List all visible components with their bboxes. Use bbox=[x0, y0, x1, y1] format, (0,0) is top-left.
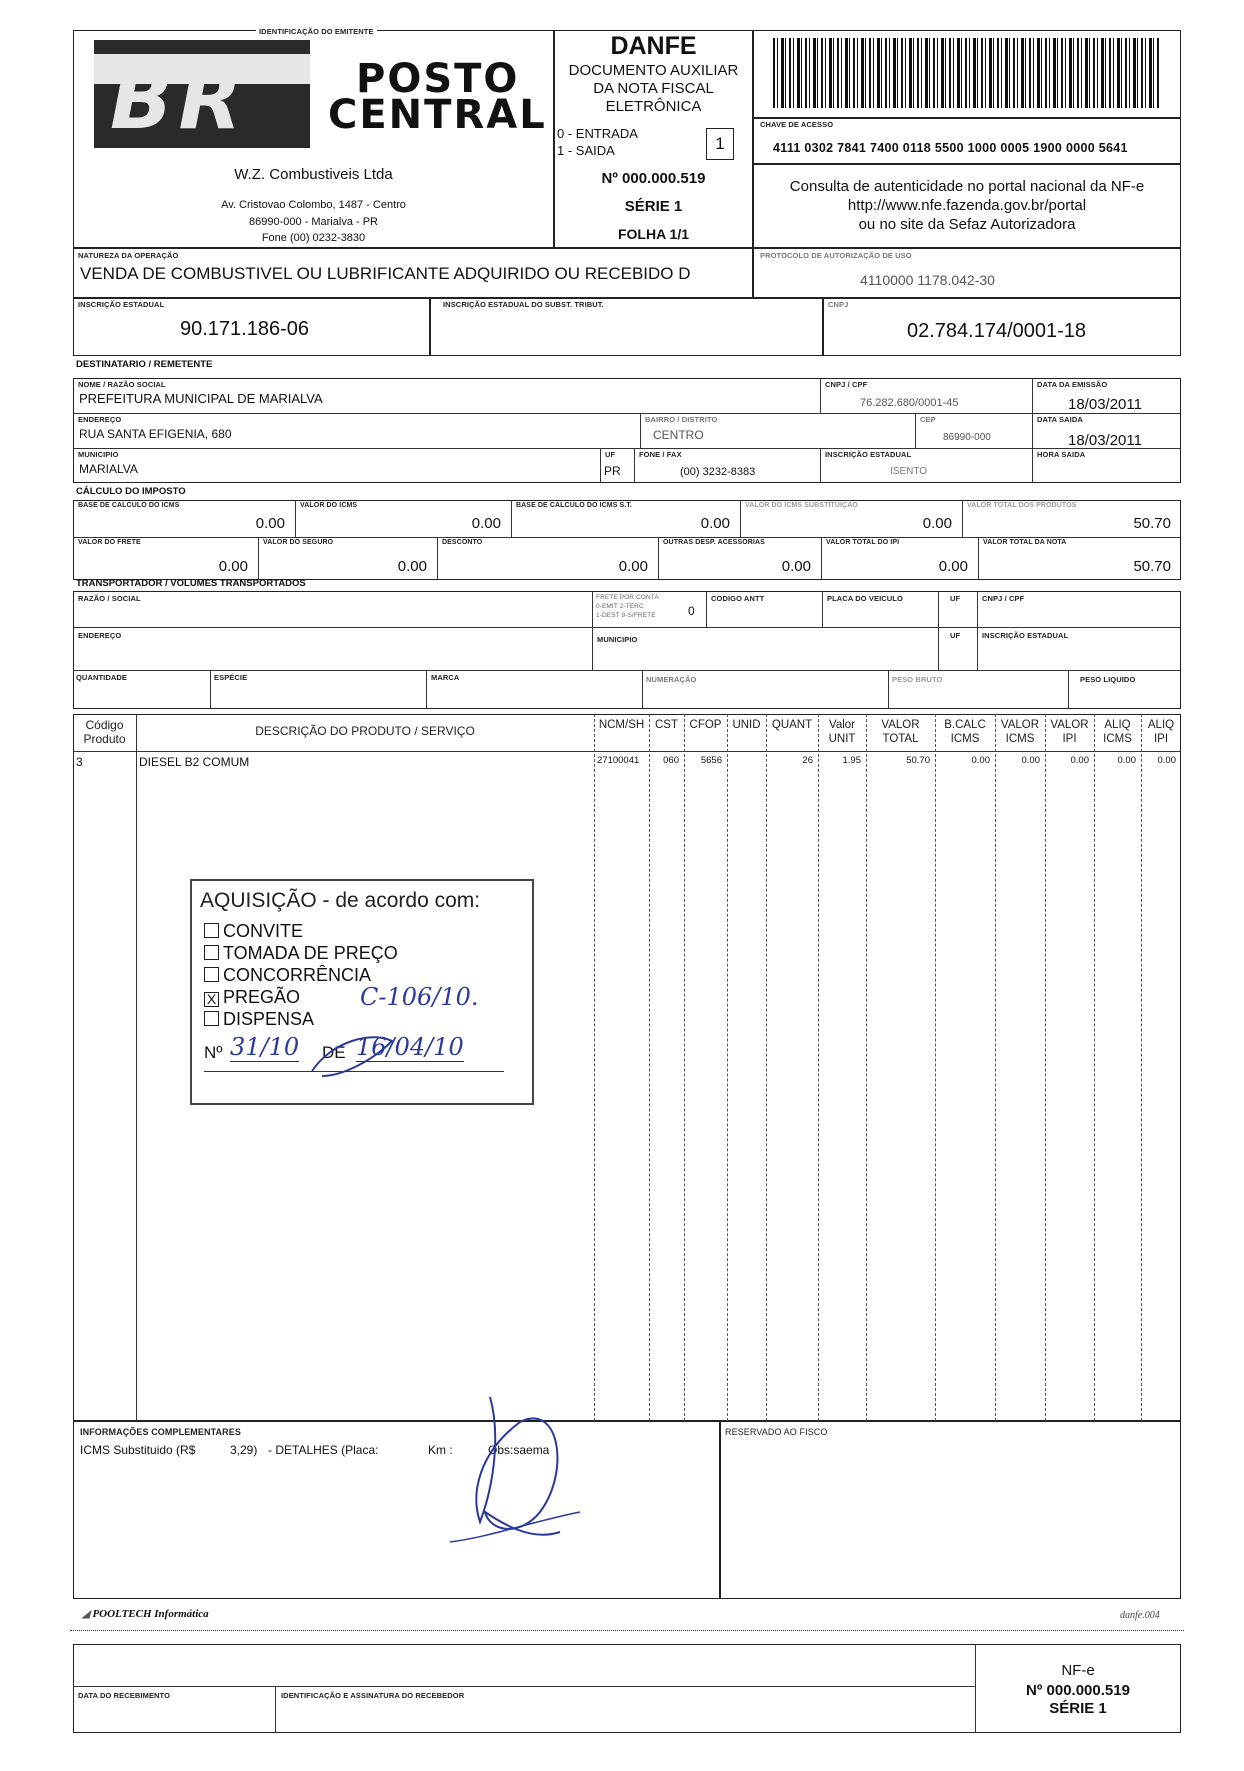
brand-line1: POSTO bbox=[356, 56, 520, 102]
imposto-value: 0.00 bbox=[255, 515, 285, 532]
info-label: INFORMAÇÕES COMPLEMENTARES bbox=[80, 1427, 241, 1437]
danfe-saida: 1 - SAIDA bbox=[557, 143, 615, 158]
transp-quantidade-label: QUANTIDADE bbox=[76, 673, 127, 682]
pooltech-icon: ◢ bbox=[82, 1609, 90, 1620]
imposto-section-label: CÁLCULO DO IMPOSTO bbox=[76, 486, 186, 497]
canhoto-assinatura-label: IDENTIFICAÇÃO E ASSINATURA DO RECEBEDOR bbox=[281, 1691, 465, 1700]
produtos-cell: 0.00 bbox=[971, 755, 990, 766]
chave-value: 4111 0302 7841 7400 0118 5500 1000 0005 1900 0000 5641 bbox=[773, 141, 1128, 155]
imposto-label: VALOR DO ICMS SUBSTITUIÇÃO bbox=[745, 502, 858, 509]
destinatario-section-label: DESTINATARIO / REMETENTE bbox=[76, 359, 213, 370]
produtos-cell: 0.00 bbox=[1070, 755, 1089, 766]
reservado-label: RESERVADO AO FISCO bbox=[725, 1427, 828, 1437]
imposto-value: 0.00 bbox=[618, 558, 648, 575]
checkbox-icon bbox=[204, 923, 219, 938]
imposto-value: 0.00 bbox=[700, 515, 730, 532]
produtos-cell: 26 bbox=[802, 755, 813, 766]
imposto-value: 0.00 bbox=[218, 558, 248, 575]
transp-frete-label1: FRETE POR CONTA bbox=[596, 594, 659, 601]
consulta-line3: ou no site da Sefaz Autorizadora bbox=[858, 216, 1076, 233]
produtos-header-divider bbox=[73, 751, 1181, 752]
produtos-col-divider bbox=[995, 714, 996, 1421]
natureza-label: NATUREZA DA OPERAÇÃO bbox=[78, 251, 179, 260]
dest-vdiv-5 bbox=[600, 448, 601, 483]
produtos-cell: 5656 bbox=[700, 755, 722, 766]
dest-endereco: RUA SANTA EFIGENIA, 680 bbox=[79, 427, 232, 441]
dest-endereco-label: ENDEREÇO bbox=[78, 415, 122, 424]
footer-software-text: POOLTECH Informática bbox=[92, 1608, 209, 1620]
transp-vdiv-5 bbox=[977, 591, 978, 670]
produtos-header-cell: VALOR TOTAL bbox=[881, 719, 920, 745]
stamp-signature-scribble bbox=[302, 1021, 422, 1081]
stamp-pregao-numero: C-106/10. bbox=[360, 983, 479, 1011]
footer-code: danfe.004 bbox=[1120, 1610, 1160, 1621]
stamp-option bbox=[204, 921, 303, 942]
produtos-cell: 0.00 bbox=[1021, 755, 1040, 766]
transportador-section-label: TRANSPORTADOR / VOLUMES TRANSPORTADOS bbox=[76, 578, 306, 589]
transp-vdiv-2 bbox=[706, 591, 707, 627]
produtos-header-cell: VALOR IPI bbox=[1050, 719, 1089, 745]
imposto-value: 50.70 bbox=[1133, 515, 1171, 532]
stamp-de-label: DE bbox=[322, 1043, 346, 1062]
produtos-col-divider bbox=[136, 714, 137, 1421]
danfe-entrada: 0 - ENTRADA bbox=[557, 126, 638, 141]
canhoto-vdiv-1 bbox=[275, 1686, 276, 1733]
canhoto-numero: Nº 000.000.519 bbox=[1026, 1682, 1130, 1699]
produtos-cell: 0.00 bbox=[1157, 755, 1176, 766]
dest-vdiv-6 bbox=[634, 448, 635, 483]
dest-cep: 86990-000 bbox=[943, 432, 991, 443]
emitente-city: 86990-000 - Marialva - PR bbox=[248, 216, 378, 228]
transp-cnpj-label: CNPJ / CPF bbox=[982, 594, 1025, 603]
natureza-value: VENDA DE COMBUSTIVEL OU LUBRIFICANTE ADQUIRIDO OU RECEBIDO D bbox=[80, 264, 691, 283]
danfe-subtitle3: ELETRÔNICA bbox=[605, 98, 702, 115]
produtos-cell: 3 bbox=[76, 755, 83, 769]
stamp-option-label: PREGÃO bbox=[223, 987, 301, 1007]
br-logo bbox=[94, 40, 310, 148]
imposto-value: 0.00 bbox=[938, 558, 968, 575]
dest-fone-label: FONE / FAX bbox=[639, 450, 682, 459]
stamp-option bbox=[204, 1009, 314, 1030]
dest-cnpj: 76.282.680/0001-45 bbox=[860, 397, 959, 409]
transp-frete-value: 0 bbox=[688, 604, 695, 618]
protocolo-label: PROTOCOLO DE AUTORIZAÇÃO DE USO bbox=[760, 251, 912, 260]
imposto-value: 0.00 bbox=[471, 515, 501, 532]
dest-cnpj-label: CNPJ / CPF bbox=[825, 380, 868, 389]
info-text-e: Obs:saema bbox=[488, 1443, 550, 1457]
emitente-company: W.Z. Combustiveis Ltda bbox=[234, 166, 393, 183]
imposto-label: BASE DE CALCULO DO ICMS bbox=[78, 502, 180, 509]
dest-saida: 18/03/2011 bbox=[1068, 432, 1142, 449]
dest-nome-label: NOME / RAZÃO SOCIAL bbox=[78, 380, 166, 389]
stamp-option-label: DISPENSA bbox=[223, 1009, 315, 1029]
transp-peso-liquido-label: PESO LIQUIDO bbox=[1080, 675, 1136, 684]
imposto-label: VALOR TOTAL DO IPI bbox=[826, 539, 900, 546]
dest-vdiv-2 bbox=[1032, 378, 1033, 483]
reservado-box bbox=[720, 1421, 1181, 1599]
transp-uf-label: UF bbox=[950, 594, 961, 603]
imposto-label: VALOR TOTAL DOS PRODUTOS bbox=[967, 502, 1077, 509]
barcode bbox=[773, 38, 1161, 108]
danfe-tipo-box bbox=[706, 128, 734, 160]
info-signature bbox=[440, 1392, 590, 1552]
danfe-tipo: 1 bbox=[715, 134, 725, 153]
dest-municipio-label: MUNICIPIO bbox=[78, 450, 119, 459]
imposto-value: 0.00 bbox=[397, 558, 427, 575]
dest-divider-1 bbox=[73, 413, 1181, 414]
aquisicao-stamp bbox=[190, 879, 534, 1105]
stamp-numero-label: Nº bbox=[204, 1043, 223, 1062]
produtos-col-divider bbox=[1094, 714, 1095, 1421]
info-text-c: - DETALHES (Placa: bbox=[268, 1443, 379, 1457]
transp-numeracao-label: NUMERAÇÃO bbox=[646, 675, 697, 684]
stamp-title: AQUISIÇÃO - de acordo com: bbox=[200, 889, 481, 912]
stamp-option bbox=[204, 965, 371, 986]
transp-vdiv-3 bbox=[822, 591, 823, 627]
transp-placa-label: PLACA DO VEICULO bbox=[827, 594, 903, 603]
transp-ie-label: INSCRIÇÃO ESTADUAL bbox=[982, 631, 1069, 640]
transp-vdiv-8 bbox=[642, 670, 643, 709]
inscricao-label: INSCRIÇÃO ESTADUAL bbox=[78, 300, 165, 309]
canhoto-nfe: NF-e bbox=[1061, 1662, 1095, 1679]
produtos-header-cell: Valor UNIT bbox=[828, 719, 856, 745]
produtos-header-cell: QUANT bbox=[771, 719, 813, 731]
stamp-data: 16/04/10 bbox=[356, 1033, 464, 1061]
produtos-cell: 0.00 bbox=[1117, 755, 1136, 766]
imposto-label: DESCONTO bbox=[442, 539, 483, 546]
produtos-header-cell: UNID bbox=[732, 719, 761, 731]
footer-software bbox=[82, 1608, 209, 1620]
imposto-label: OUTRAS DESP. ACESSORIAS bbox=[663, 539, 765, 546]
transp-especie-label: ESPÉCIE bbox=[214, 673, 248, 682]
inscricao-subst-label: INSCRIÇÃO ESTADUAL DO SUBST. TRIBUT. bbox=[443, 300, 604, 309]
checkbox-icon bbox=[204, 1011, 219, 1026]
dest-municipio: MARIALVA bbox=[79, 462, 138, 476]
dest-emissao: 18/03/2011 bbox=[1068, 396, 1142, 413]
consulta-line1: Consulta de autenticidade no portal nacional da NF-e bbox=[789, 178, 1145, 195]
transp-vdiv-7 bbox=[426, 670, 427, 709]
transp-vdiv-10 bbox=[1068, 670, 1069, 709]
inscricao-value: 90.171.186-06 bbox=[180, 318, 310, 340]
emitente-phone: Fone (00) 0232-3830 bbox=[261, 232, 366, 244]
br-logo-text: BR bbox=[110, 53, 248, 148]
produtos-cell: DIESEL B2 COMUM bbox=[139, 755, 250, 769]
dest-fone: (00) 3232-8383 bbox=[680, 466, 756, 478]
produtos-cell: 50.70 bbox=[906, 755, 930, 766]
transp-frete-label2: 0-EMIT 2-TERC bbox=[596, 603, 644, 610]
transp-razao-label: RAZÃO / SOCIAL bbox=[78, 594, 141, 603]
dest-divider-2 bbox=[73, 448, 1181, 449]
danfe-folha: FOLHA 1/1 bbox=[617, 226, 690, 242]
imposto-value: 0.00 bbox=[922, 515, 952, 532]
produtos-cell: 060 bbox=[663, 755, 679, 766]
emitente-address: Av. Cristovao Colombo, 1487 - Centro bbox=[221, 199, 406, 211]
produtos-header-cell: CST bbox=[655, 719, 678, 731]
checkbox-icon: X bbox=[204, 992, 219, 1007]
cut-line bbox=[70, 1630, 1184, 1631]
dest-vdiv-3 bbox=[640, 413, 641, 448]
transp-divider-1 bbox=[73, 627, 1181, 628]
checkbox-icon bbox=[204, 945, 219, 960]
stamp-option-label: CONCORRÊNCIA bbox=[223, 965, 372, 985]
transp-frete-label3: 1-DEST 9-S/FRETE bbox=[596, 612, 656, 619]
produtos-col-divider bbox=[766, 714, 767, 1421]
chave-label: CHAVE DE ACESSO bbox=[760, 120, 834, 129]
consulta-line2: http://www.nfe.fazenda.gov.br/portal bbox=[847, 197, 1087, 214]
danfe-numero: Nº 000.000.519 bbox=[601, 170, 706, 187]
produtos-header-cell: ALIQ IPI bbox=[1147, 719, 1175, 745]
imposto-value: 0.00 bbox=[781, 558, 811, 575]
produtos-col-divider bbox=[649, 714, 650, 1421]
checkbox-icon bbox=[204, 967, 219, 982]
stamp-option-label: TOMADA DE PREÇO bbox=[223, 943, 398, 963]
transp-vdiv-6 bbox=[210, 670, 211, 709]
info-text-b: 3,29) bbox=[230, 1443, 258, 1457]
info-text-a: ICMS Substituido (R$ bbox=[80, 1443, 196, 1457]
produtos-col-divider bbox=[1141, 714, 1142, 1421]
produtos-col-divider bbox=[594, 714, 595, 1421]
imposto-label: VALOR DO SEGURO bbox=[263, 539, 334, 546]
transp-vdiv-4 bbox=[938, 591, 939, 670]
danfe-serie: SÉRIE 1 bbox=[624, 198, 683, 215]
transp-vdiv-1 bbox=[592, 591, 593, 670]
dest-vdiv-4 bbox=[915, 413, 916, 448]
transp-vdiv-9 bbox=[888, 670, 889, 709]
produtos-col-divider bbox=[866, 714, 867, 1421]
imposto-divider bbox=[73, 537, 1181, 538]
transp-divider-2 bbox=[73, 670, 1181, 671]
cnpj-emitente-label: CNPJ bbox=[828, 300, 849, 309]
dest-bairro: CENTRO bbox=[653, 428, 704, 442]
produtos-header-cell: DESCRIÇÃO DO PRODUTO / SERVIÇO bbox=[255, 724, 475, 738]
imposto-label: BASE DE CALCULO DO ICMS S.T. bbox=[516, 502, 632, 509]
danfe-subtitle2: DA NOTA FISCAL bbox=[593, 80, 714, 97]
dest-uf: PR bbox=[604, 464, 621, 478]
imposto-label: VALOR TOTAL DA NOTA bbox=[983, 539, 1067, 546]
produtos-cell: 27100041 bbox=[597, 755, 640, 766]
dest-vdiv-7 bbox=[820, 448, 821, 483]
produtos-col-divider bbox=[935, 714, 936, 1421]
stamp-option bbox=[204, 987, 300, 1008]
transp-peso-bruto-label: PESO BRUTO bbox=[892, 675, 943, 684]
brand-line2: CENTRAL bbox=[328, 92, 547, 138]
imposto-label: VALOR DO FRETE bbox=[78, 539, 141, 546]
emitente-section-label: IDENTIFICAÇÃO DO EMITENTE bbox=[256, 27, 377, 36]
info-text-d: Km : bbox=[428, 1443, 453, 1457]
dest-vdiv-1 bbox=[820, 378, 821, 413]
dest-ie-label: INSCRIÇÃO ESTADUAL bbox=[825, 450, 912, 459]
cnpj-emitente-value: 02.784.174/0001-18 bbox=[907, 320, 1087, 342]
dest-saida-label: DATA SAIDA bbox=[1037, 415, 1083, 424]
transp-antt-label: CODIGO ANTT bbox=[711, 594, 765, 603]
produtos-header-cell: B.CALC ICMS bbox=[944, 719, 986, 745]
dest-ie: ISENTO bbox=[890, 466, 928, 477]
produtos-col-divider bbox=[818, 714, 819, 1421]
produtos-col-divider bbox=[727, 714, 728, 1421]
canhoto-data-label: DATA DO RECEBIMENTO bbox=[78, 1691, 171, 1700]
transp-municipio-label: MUNICIPIO bbox=[597, 635, 638, 644]
transp-uf2-label: UF bbox=[950, 631, 961, 640]
stamp-option bbox=[204, 943, 398, 964]
produtos-header-cell: CFOP bbox=[689, 719, 722, 731]
canhoto-serie: SÉRIE 1 bbox=[1049, 1700, 1107, 1717]
imposto-value: 50.70 bbox=[1133, 558, 1171, 575]
produtos-header-cell: NCM/SH bbox=[598, 719, 645, 731]
produtos-cell: 1.95 bbox=[842, 755, 861, 766]
canhoto-divider bbox=[73, 1686, 975, 1687]
produtos-col-divider bbox=[1045, 714, 1046, 1421]
danfe-title: DANFE bbox=[610, 32, 697, 60]
dest-nome: PREFEITURA MUNICIPAL DE MARIALVA bbox=[79, 391, 323, 406]
danfe-subtitle1: DOCUMENTO AUXILIAR bbox=[568, 62, 739, 79]
transp-marca-label: MARCA bbox=[431, 673, 460, 682]
dest-emissao-label: DATA DA EMISSÃO bbox=[1037, 380, 1108, 389]
produtos-col-divider bbox=[684, 714, 685, 1421]
dest-bairro-label: BAIRRO / DISTRITO bbox=[645, 415, 718, 424]
dest-uf-label: UF bbox=[605, 450, 616, 459]
dest-cep-label: CEP bbox=[920, 415, 936, 424]
dest-hora-label: HORA SAIDA bbox=[1037, 450, 1086, 459]
imposto-label: VALOR DO ICMS bbox=[300, 502, 358, 509]
stamp-option-label: CONVITE bbox=[223, 921, 304, 941]
produtos-header-cell: VALOR ICMS bbox=[1000, 719, 1040, 745]
produtos-header-cell: Código Produto bbox=[83, 718, 126, 746]
produtos-header-cell: ALIQ ICMS bbox=[1103, 719, 1132, 745]
transp-endereco-label: ENDEREÇO bbox=[78, 631, 122, 640]
protocolo-value: 4110000 1178.042-30 bbox=[860, 272, 995, 288]
stamp-numero: 31/10 bbox=[230, 1033, 300, 1061]
